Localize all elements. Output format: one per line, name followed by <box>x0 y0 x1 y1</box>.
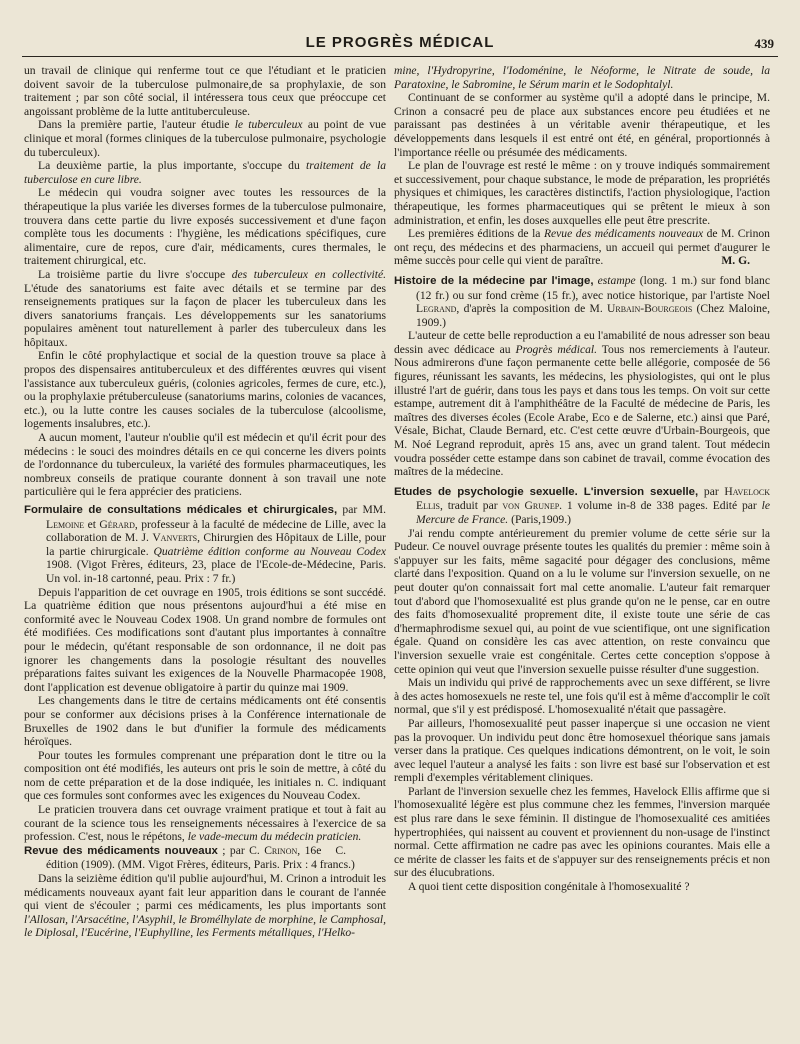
paragraph: Dans la seizième édition qu'il publie aujourd'hui, M. Crinon a introduit les médicaments nouveaux ayant fait leur apparition dans le courant de l'année qui vient de s'écouler ; parmi ces médicaments, les plus importants sont l'Allosan, l'Arsacétine, l'Asyphil, le Bromélhylate de morphine, le Camphosal, le Diplosal, l'Eucérine, l'Euphylline, les Ferments métalliques, l'Helko- <box>24 872 386 940</box>
review-heading: Formulaire de consultations médicales et chirurgicales, par MM. Lemoine et Gérard, professeur à la faculté de médecine de Lille, avec la collaboration de M. J. Vanverts, Chirurgien des Hôpitaux de Lille, pour la partie chirurgicale. Quatrième édition conforme au Nouveau Codex 1908. (Vigot Frères, éditeurs, 23, place de l'Ecole-de-Médecine, Paris. Un vol. in-18 cartonné, peau. Prix : 7 fr.) <box>24 503 386 585</box>
review-histoire-medecine <box>394 274 770 479</box>
paragraph: A aucun moment, l'auteur n'oublie qu'il est médecin et qu'il écrit pour des médecins : le souci des moindres détails en ce qui concerne les divers points de l'ordonnance du tuberculeux, la variété des formules pharmaceutiques, les nombreux conseils de pratique courante donnent à son travail une note particulière qui le fera apprécier des praticiens. <box>24 431 386 499</box>
right-column <box>394 64 770 894</box>
paragraph: Les premières éditions de la Revue des médicaments nouveaux de M. Crinon ont reçu, des médecins et des pharmaciens, un accueil qui permet d'augurer le même succès pour celle qui vient de paraître. M. G. <box>394 227 770 268</box>
paragraph: A quoi tient cette disposition congénitale à l'homosexualité ? <box>408 880 690 894</box>
paragraph: Pour toutes les formules comprenant une préparation dont le titre ou la composition ont été modifiés, les auteurs ont pris le soin de mettre, à côté du nom de cette préparation et de la dose indiquée, les initiales n. C. indiquant que ces formules sont conformes avec les exigences du Nouveau Codex. <box>24 748 386 803</box>
paragraph: Dans la première partie, l'auteur étudie le tuberculeux au point de vue clinique et moral (formes cliniques de la tuberculose pulmonaire, psychologie du tuberculeux). <box>24 118 386 159</box>
paragraph: Le praticien trouvera dans cet ouvrage vraiment pratique et tout à fait au courant de la science tous les renseignements nécessaires à l'exercice de sa profession. C'est, nous le répétons, le vade-mecum du médecin praticien. C. <box>24 803 386 857</box>
paragraph: L'auteur de cette belle reproduction a eu l'amabilité de nous adresser son beau dessin avec dédicace au Progrès médical. Tous nos remerciements à l'auteur. Nous admirerons d'une façon permanente cette belle allégorie, composée de 56 figures, réunissant les savants, les médecins, les physiologistes, qui ont le plus illustré l'art de guérir, dans tous les pays et dans tous les temps. On voit sur cette estampe, autrement dit à l'amphithéâtre de la Faculté de médecine de Paris, les maîtres des diverses écoles (Ecole Arabe, Eco e de Salerne, etc.) ainsi que Paré, Vésale, Bichat, Claude Bernard, etc. C'est cette œuvre d'Urbain-Bourgeois, que M. Noé Legrand reproduit, après 15 ans, avec un grand talent. Tout médecin voudra posséder cette estampe dans son cabinet de travail, comme évocation des maîtres de la médecine. <box>394 329 770 479</box>
left-column <box>24 64 386 940</box>
journal-title: LE PROGRÈS MÉDICAL <box>305 34 495 51</box>
review-title: Revue des médicaments nouveaux <box>24 844 218 857</box>
paragraph: Parlant de l'inversion sexuelle chez les femmes, Havelock Ellis affirme que si l'homosexualité légère est plus commune chez les femmes, l'inversion marquée est plus rare dans le sexe féminin. Il distingue de l'homosexualité ces amitiées hypertrophiées, qui naissent au couvent et proviennent du non-usage de l'instinct normal. Cette affirmation ne cadre pas avec les opinions courantes. Mais elle a ce mérite de classer les faits et de s'appuyer sur des renseignements précis et non sur des élucubrations. <box>394 784 770 880</box>
paragraph: Le plan de l'ouvrage est resté le même : on y trouve indiqués sommairement et successivement, pour chaque substance, le mode de préparation, les propriétés physiques et chimiques, les caractères distinctifs, l'action physiologique, l'action thérapeutique, les formes pharmaceutiques qui se prêtent le mieux à son administration, et enfin, les doses auxquelles elle peut être prescrite. <box>394 159 770 227</box>
paragraph: Par ailleurs, l'homosexualité peut passer inaperçue si une occasion ne vient pas la provoquer. Un individu peut donc être homosexuel théorique sans jamais verser dans la pratique. Ces quelques indications démontrent, on le voit, le soin avec lequel l'auteur a analysé les faits : son livre est basé sur l'observation et est rempli d'exemples véritablement cliniques. <box>394 716 770 785</box>
review-psychologie-sexuelle <box>394 485 770 894</box>
review-heading: Histoire de la médecine par l'image, estampe (long. 1 m.) sur fond blanc (12 fr.) ou sur fond crème (15 fr.), avec notice historique, par l'artiste Noel Legrand, d'après la composition de M. Urbain-Bourgeois (Chez Maloine, 1909.) <box>394 273 771 329</box>
review-title: Etudes de psychologie sexuelle. L'inversion sexuelle, <box>394 485 699 498</box>
signature: C. <box>335 843 346 857</box>
running-header <box>22 32 778 57</box>
paragraph: Mais un individu qui privé de rapprochements avec un sexe différent, se livre à des actes homosexuels ne reste tel, une fois qu'il est à même d'accomplir le coït normal, que s'il y est prédisposé. L'homosexualité n'était que passagère. <box>394 676 770 717</box>
paragraph: un travail de clinique qui renferme tout ce que l'étudiant et le praticien doivent savoir de la tuberculose pulmonaire,de sa prophylaxie, de son traitement ; par son côté social, il intéressera tous ceux que préoccupe cet angoissant problème de la lutte antituberculeuse. <box>24 64 386 118</box>
paragraph: Depuis l'apparition de cet ouvrage en 1905, trois éditions se sont succédé. La quatrième édition que nous présentons aujourd'hui a été mise en conformité avec le Nouveau Codex 1908. Un grand nombre de formules ont été modifiées. Ces modifications sont d'autant plus importantes à connaître pour le médecin, qu'étant responsable de son ordonnance, il ne doit pas ignorer les changements dans la posologie résultant des nouvelles préparations faites suivant les exigences de la Nouvelle Pharmacopée 1908, dont l'application est devenue obligatoire à partir du quinze mai 1909. <box>24 585 386 694</box>
paragraph: La troisième partie du livre s'occupe des tuberculeux en collectivité. L'étude des sanatoriums est faite avec détails et se termine par des renseignements pratiques sur la façon de placer les tuberculeux dans les divers sanatoriums français. Les développements sur les sanatoriums populaires amènent tout naturellement à parler des tuberculeux dans les hôpitaux. <box>24 267 387 349</box>
page-number: 439 <box>754 36 774 51</box>
review-title: Histoire de la médecine par l'image, <box>394 274 594 287</box>
review-heading: Etudes de psychologie sexuelle. L'inversion sexuelle, par Havelock Ellis, traduit par von Grunep. 1 volume in-8 de 338 pages. Edité par le Mercure de France. (Paris,1909.) <box>394 484 770 526</box>
review-revue-medicaments <box>24 844 386 940</box>
review-title: Formulaire de consultations médicales et chirurgicales, <box>24 504 338 516</box>
paragraph: La deuxième partie, la plus importante, s'occupe du traitement de la tuberculose en cure libre. <box>24 159 386 186</box>
paragraph: Le médecin qui voudra soigner avec toutes les ressources de la thérapeutique la plus variée les diverses formes de la tuberculose pulmonaire, trouvera dans cette partie du livre exposés successivement et d'une façon complète tous les documents : l'hygiène, les médications spécifiques, cure alimentaire, cure de repos, cure d'air, médicaments, cures thermales, le traitement chirurgical, etc. <box>24 186 386 268</box>
review-heading: Revue des médicaments nouveaux ; par C. Crinon, 16e édition (1909). (MM. Vigot Frères, éditeurs, Paris. Prix : 4 francs.) <box>24 843 355 872</box>
paragraph: J'ai rendu compte antérieurement du premier volume de cette série sur la Pudeur. Ce nouvel ouvrage présente toutes les qualités du premier : même soin à s'appuyer sur les faits, même sagacité pour dégager des conclusions, même clarté dans l'exposition. Quand on a lu le volume sur l'inversion sexuelle, on ne peut douter qu'on connaissait fort mal cette anomalie. L'auteur fait remarquer tout d'abord que l'homosexualité est plus grande qu'on ne le pense, car en outre des faits d'homosexualité proprement dite, il existe toute une série de cas d'hermaphrodisme sexuel qui, au point de vue scientifique, ont une signification égale. Quand on considère les cas avec attention, on reste convaincu que l'inversion sexuelle vraie est congénitale. Certes cette conception s'oppose à cette opinion qui veut que l'inversion sexuelle puisse résulter d'une suggestion. <box>394 526 770 676</box>
paragraph: mine, l'Hydropyrine, l'Iodoménine, le Néoforme, le Nitrate de soude, la Paratoxine, le Sabromine, le Sérum marin et le Sodophtalyl. <box>394 64 770 91</box>
paragraph: Les changements dans le titre de certains médicaments ont été consentis pour se conformer aux décisions prises à la Conférence internationale de Bruxelles de 1902 dans le but d'unifier la formule des médicaments héroïques. <box>24 694 386 749</box>
paragraph: Continuant de se conformer au système qu'il a adopté dans le principe, M. Crinon a consacré peu de place aux substances encore peu étudiées et ne paraissant pas destinées à un véritable avenir thérapeutique, et les développements dans lesquels il est entré ont été, en général, proportionnés à l'importance réelle ou présumée des médicaments. <box>394 91 770 159</box>
paragraph: Enfin le côté prophylactique et social de la question trouve sa place à propos des dispensaires antituberculeux et des différentes œuvres qui visent l'assistance aux tuberculeux guéris, (colonies agricoles, fermes de cure, etc.), ou la prophylaxie prétuberculeuse (sanatoriums marins, colonies de vacances, etc.), ou la lutte contre les causes sociales de la tuberculose (alcoolisme, logements insalubres, etc.). <box>24 349 386 431</box>
signature: M. G. <box>721 254 750 268</box>
